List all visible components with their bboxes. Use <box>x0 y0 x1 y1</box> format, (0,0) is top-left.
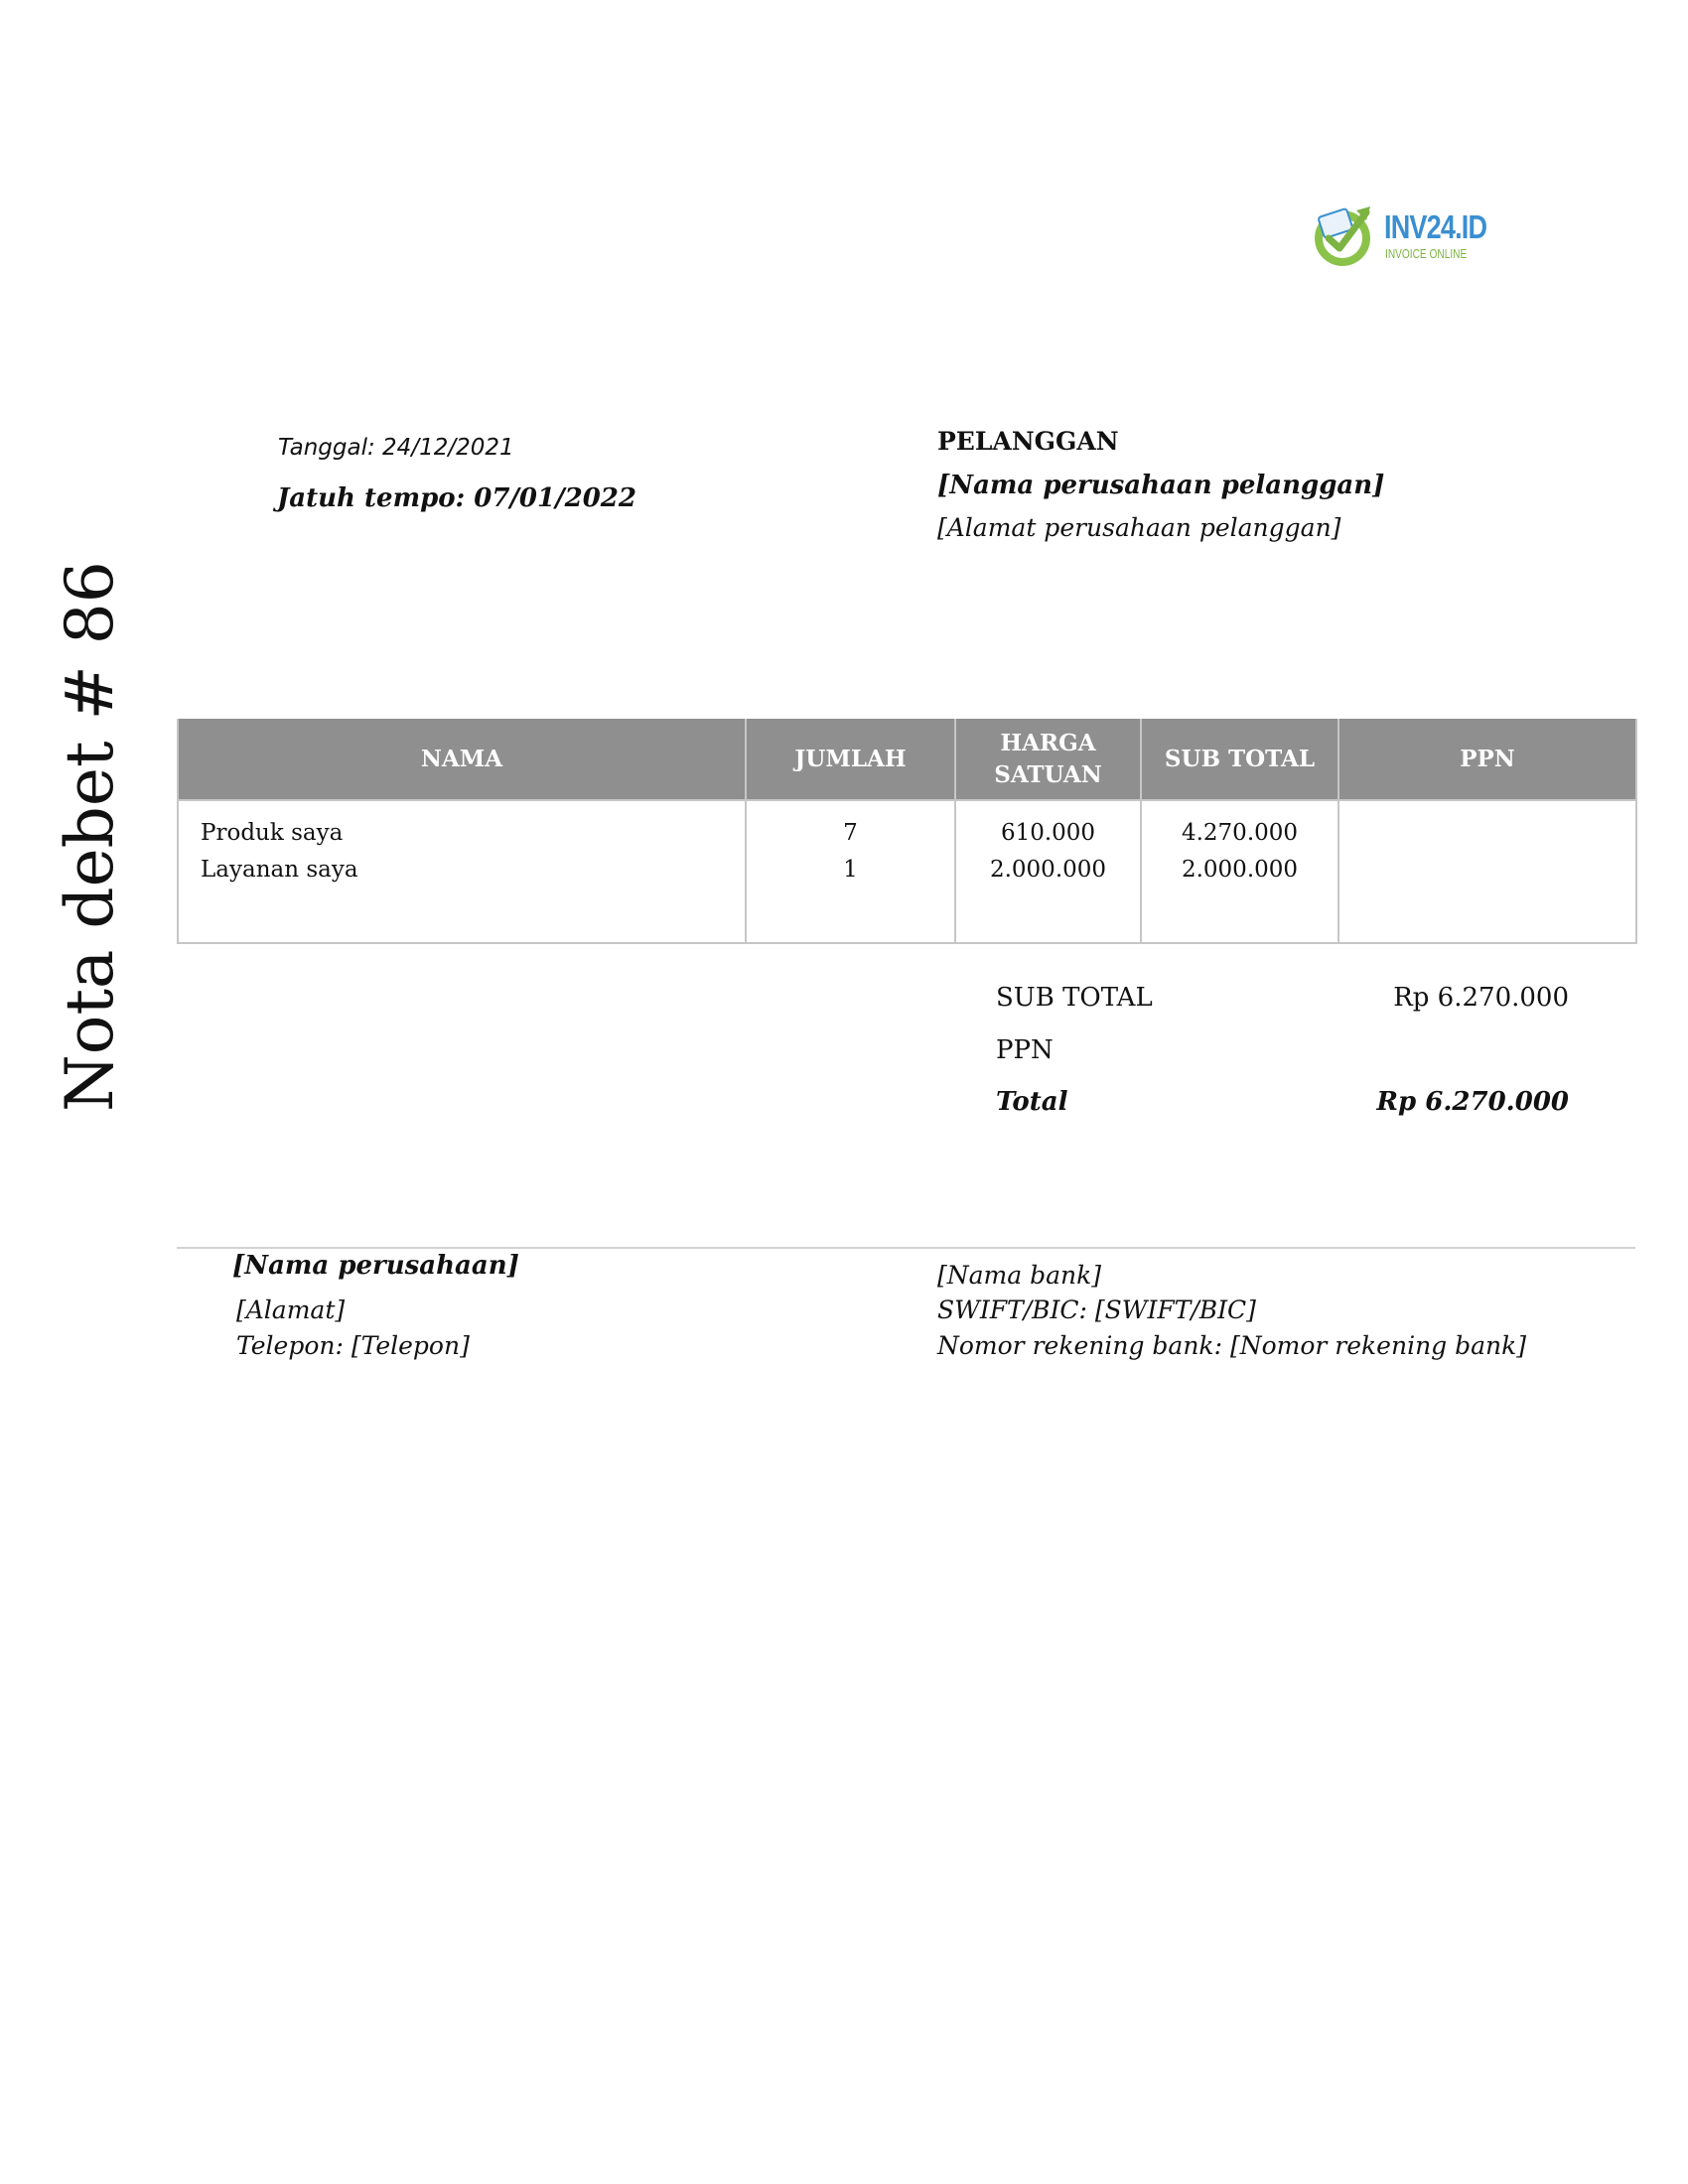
total-value: Rp 6.270.000 <box>1376 1087 1569 1117</box>
document-title: Nota debet # 86 <box>52 561 128 1112</box>
item-subtotal: 4.270.000 <box>1181 820 1299 846</box>
column-header-unit-price-line1: HARGA <box>1000 730 1096 757</box>
bank-account: Nomor rekening bank: [Nomor rekening bank] <box>937 1331 1527 1360</box>
column-header-unit-price-line2: SATUAN <box>994 760 1102 788</box>
item-tax-cell <box>1338 800 1636 943</box>
logo-tagline: INVOICE ONLINE <box>1385 246 1468 261</box>
total-label: Total <box>996 1087 1068 1117</box>
bank-name: [Nama bank] <box>937 1261 1102 1290</box>
company-logo <box>1309 199 1507 278</box>
company-phone: Telepon: [Telepon] <box>236 1331 470 1360</box>
item-qty-cell <box>746 800 955 943</box>
due-date: Jatuh tempo: 07/01/2022 <box>277 483 636 513</box>
item-qty: 1 <box>843 857 858 883</box>
item-names-cell <box>178 800 746 943</box>
customer-address: [Alamat perusahaan pelanggan] <box>937 513 1341 542</box>
tax-label: PPN <box>996 1035 1054 1065</box>
table-row <box>178 800 1636 943</box>
company-name: [Nama perusahaan] <box>232 1251 519 1281</box>
column-header-qty: JUMLAH <box>746 719 955 800</box>
item-price-cell <box>955 800 1141 943</box>
customer-name: [Nama perusahaan pelanggan] <box>937 471 1385 500</box>
column-header-tax: PPN <box>1338 719 1636 800</box>
footer-divider <box>177 1247 1635 1249</box>
table-header-row <box>178 719 1636 800</box>
item-unit-price: 610.000 <box>1000 820 1096 846</box>
item-qty: 7 <box>843 820 858 846</box>
column-header-name: NAMA <box>178 719 746 800</box>
column-header-unit-price <box>955 719 1141 800</box>
bank-swift: SWIFT/BIC: [SWIFT/BIC] <box>937 1296 1256 1324</box>
item-name: Produk saya <box>201 820 344 846</box>
invoice-date: Tanggal: 24/12/2021 <box>278 435 514 461</box>
items-table <box>177 719 1637 944</box>
company-address: [Alamat] <box>236 1296 346 1324</box>
subtotal-value: Rp 6.270.000 <box>1393 983 1569 1013</box>
item-subtotal-cell <box>1141 800 1338 943</box>
item-unit-price: 2.000.000 <box>989 857 1107 883</box>
logo-check-icon <box>1309 199 1380 270</box>
subtotal-label: SUB TOTAL <box>996 983 1153 1013</box>
item-subtotal: 2.000.000 <box>1181 857 1299 883</box>
customer-heading: PELANGGAN <box>937 427 1119 456</box>
item-name: Layanan saya <box>201 857 358 883</box>
column-header-subtotal: SUB TOTAL <box>1141 719 1338 800</box>
logo-brand: INV24.ID <box>1384 208 1487 245</box>
